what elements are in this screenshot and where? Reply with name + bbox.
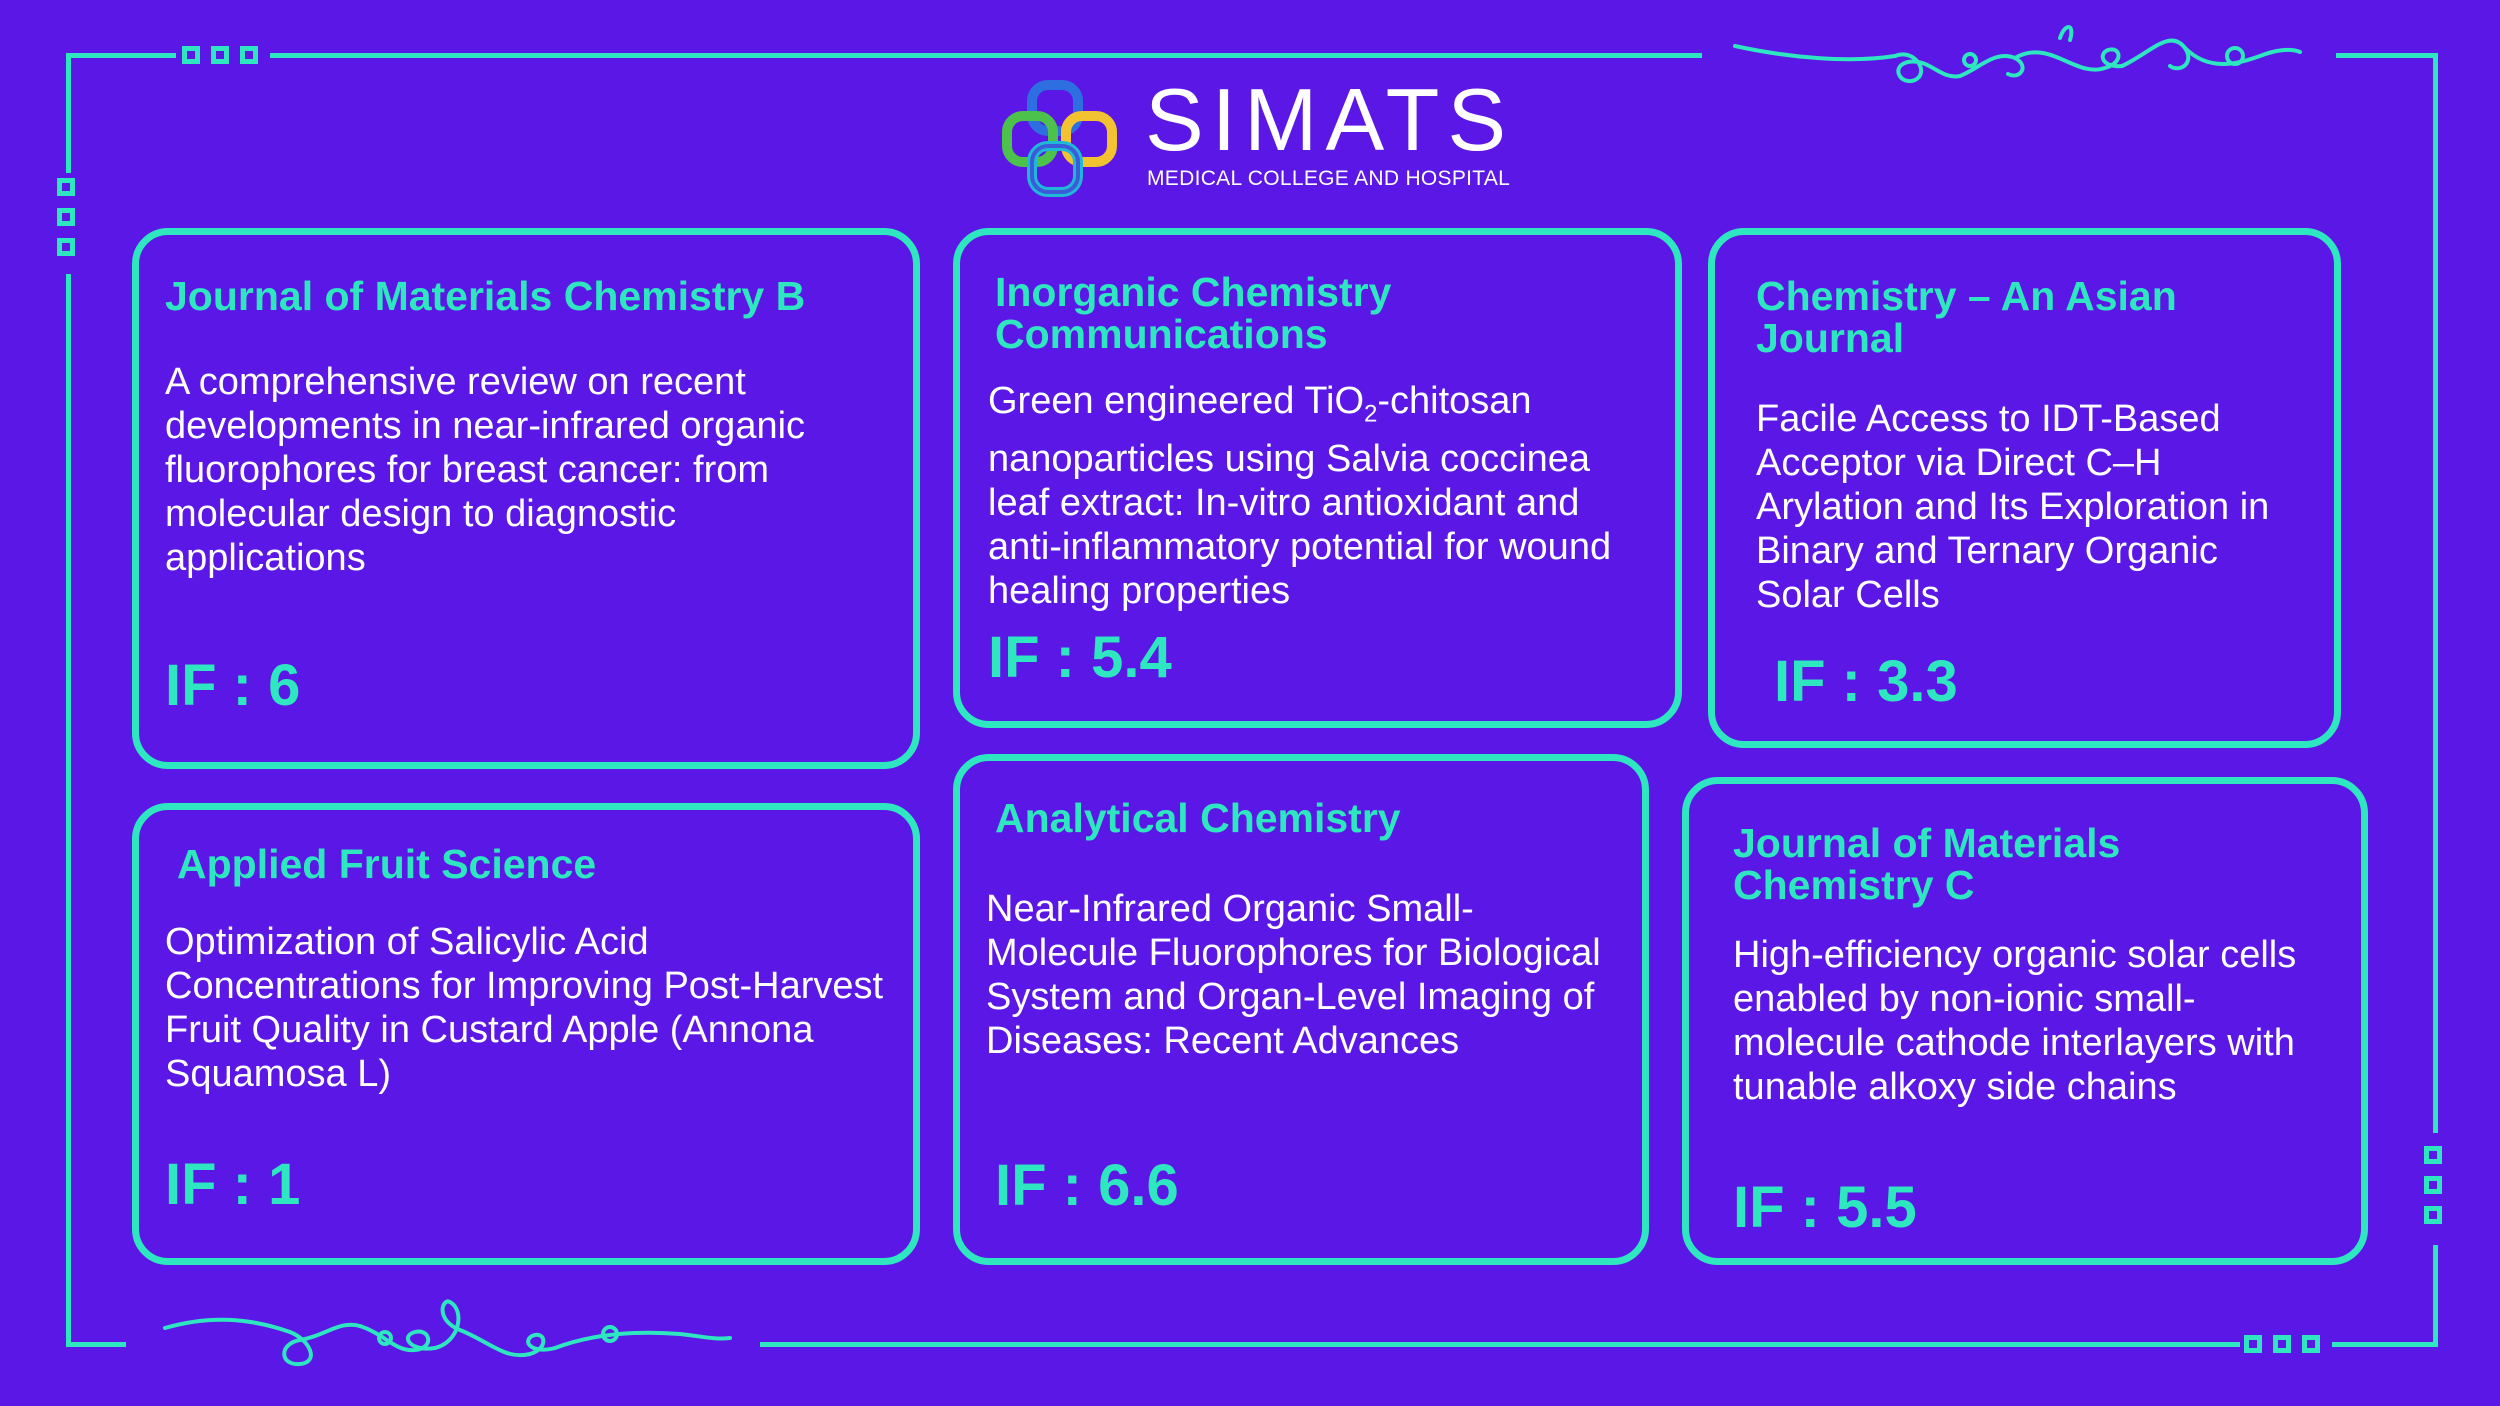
square-ornament — [182, 46, 200, 64]
journal-name: Journal of Materials Chemistry C — [1733, 820, 2121, 908]
square-ornament — [2273, 1335, 2291, 1353]
square-ornament — [240, 46, 258, 64]
journal-name: Chemistry – An Asian Journal — [1756, 273, 2177, 361]
brand-name: SIMATS — [1145, 70, 1515, 169]
article-title: A comprehensive review on recent developments in near-infrared organic fluorophores for breast cancer: from molecular design to diagnostic applications — [165, 361, 806, 579]
impact-factor: IF : 5.5 — [1733, 1175, 1917, 1240]
journal-name: Applied Fruit Science — [177, 841, 597, 887]
logo-mark-icon — [1000, 80, 1130, 205]
frame-right-line-bottom — [2433, 1245, 2438, 1347]
square-ornament — [57, 178, 75, 196]
frame-top-left-line — [66, 53, 176, 58]
article-title: Optimization of Salicylic Acid Concentrations for Improving Post-Harvest Fruit Quality in Custard Apple (Annona Squamosa L) — [165, 921, 884, 1095]
square-ornament — [211, 46, 229, 64]
square-ornament — [2424, 1206, 2442, 1224]
frame-bottom-line — [760, 1342, 2240, 1347]
frame-bottom-right-line — [2332, 1342, 2438, 1347]
frame-top-right-line — [2336, 53, 2438, 58]
impact-factor: IF : 5.4 — [988, 625, 1172, 690]
article-title: Near-Infrared Organic Small-Molecule Fluorophores for Biological System and Organ-Level Imaging of Diseases: Recent Advances — [986, 888, 1601, 1062]
frame-top-line — [270, 53, 1702, 58]
article-title: Facile Access to IDT-Based Acceptor via Direct C–H Arylation and Its Exploration in Binary and Ternary Organic Solar Cells — [1756, 398, 2270, 616]
impact-factor: IF : 6.6 — [995, 1153, 1179, 1218]
swirl-ornament-top — [1730, 18, 2305, 98]
square-ornament — [57, 208, 75, 226]
subscript-two: 2 — [1364, 400, 1378, 428]
square-ornament — [2424, 1146, 2442, 1164]
journal-name: Journal of Materials Chemistry B — [165, 273, 806, 319]
simats-logo — [1000, 70, 1520, 200]
square-ornament — [2302, 1335, 2320, 1353]
article-title-part: Green engineered TiO — [988, 380, 1365, 422]
journal-name: Inorganic Chemistry Communications — [995, 269, 1392, 357]
impact-factor: IF : 1 — [165, 1152, 301, 1217]
impact-factor: IF : 6 — [165, 653, 301, 718]
article-title-part: -chitosan nanoparticles using Salvia coccinea leaf extract: In-vitro antioxidant and anti-inflammatory potential for wound healing properties — [988, 380, 1612, 612]
frame-left-line — [66, 274, 71, 1347]
frame-right-line — [2433, 53, 2438, 1133]
square-ornament — [2244, 1335, 2262, 1353]
brand-subtitle: MEDICAL COLLEGE AND HOSPITAL — [1147, 167, 1511, 190]
article-title — [988, 379, 1658, 613]
square-ornament — [57, 238, 75, 256]
article-title: High-efficiency organic solar cells enabled by non-ionic small-molecule cathode interlayers with tunable alkoxy side chains — [1733, 934, 2297, 1108]
frame-left-line-top — [66, 53, 71, 173]
impact-factor: IF : 3.3 — [1774, 649, 1958, 714]
frame-bottom-left-line — [66, 1342, 126, 1347]
swirl-ornament-bottom — [160, 1290, 735, 1370]
journal-name: Analytical Chemistry — [995, 795, 1401, 841]
square-ornament — [2424, 1176, 2442, 1194]
